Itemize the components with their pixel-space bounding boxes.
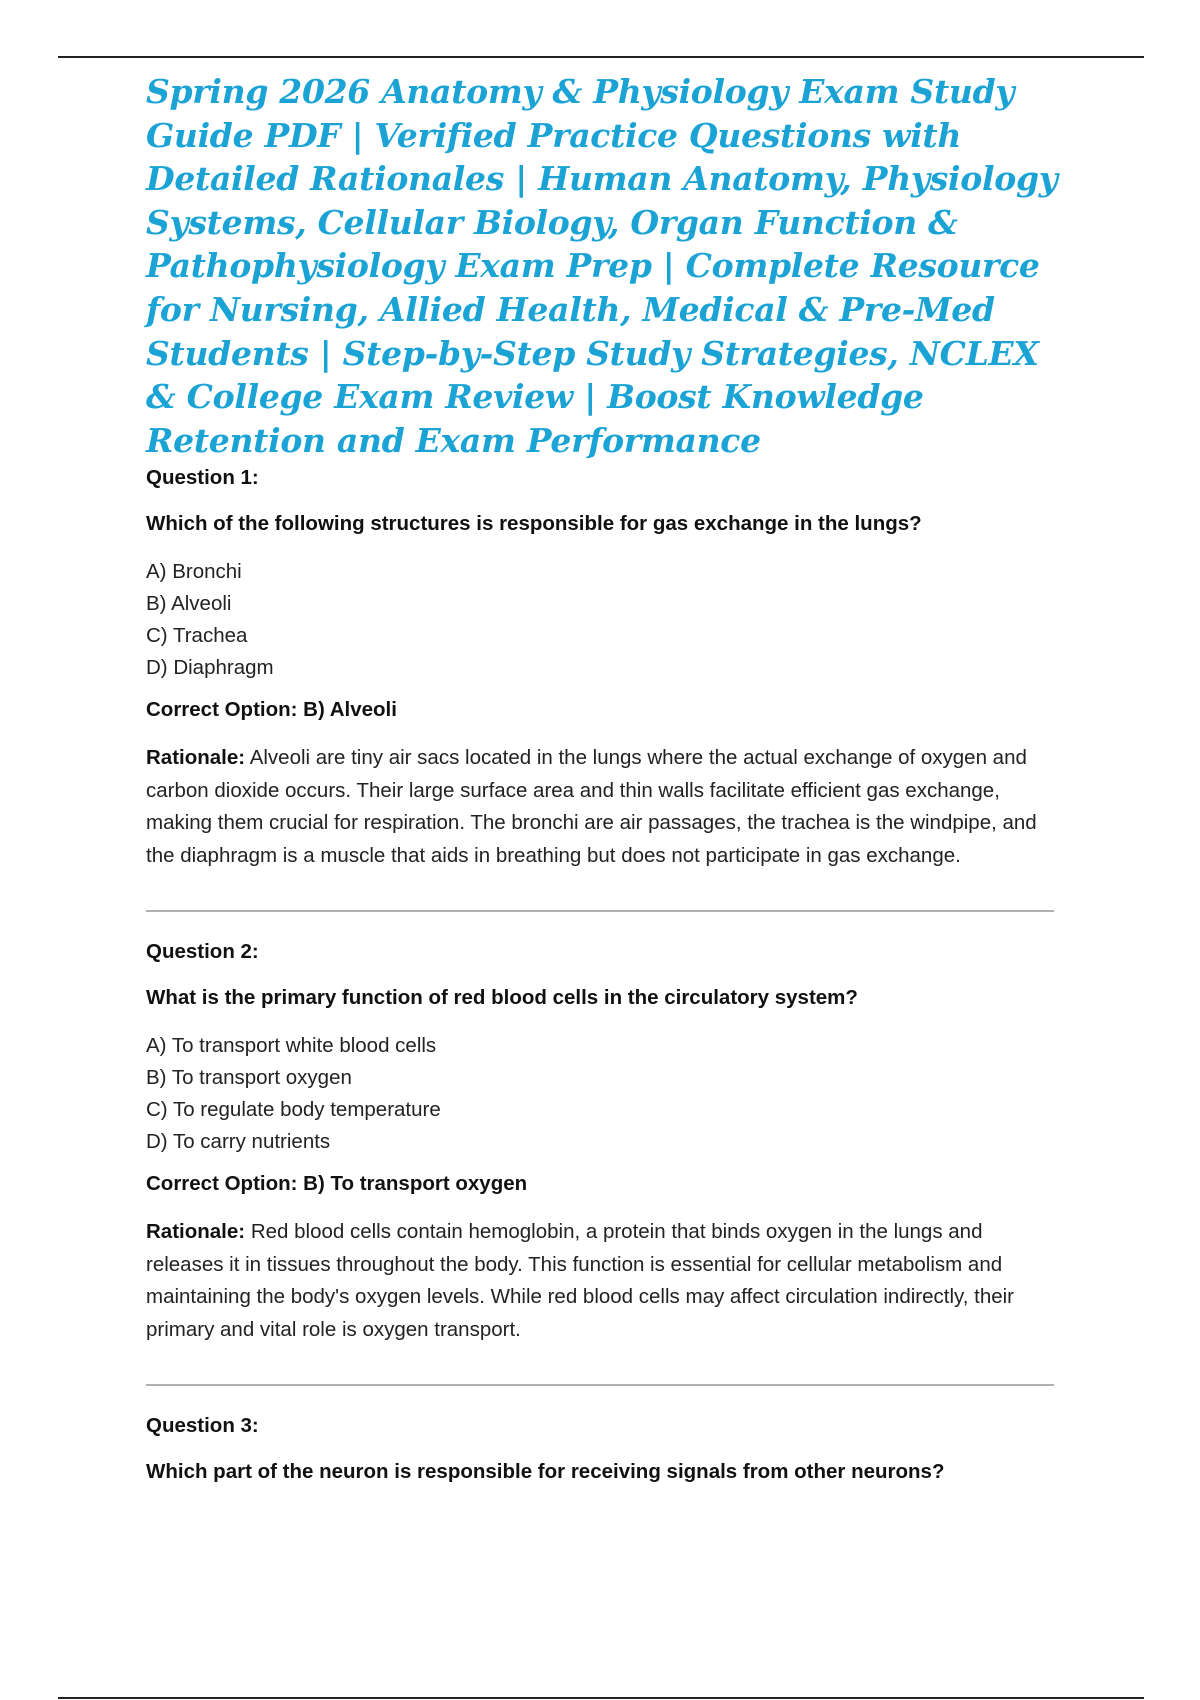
correct-option: Correct Option: B) Alveoli bbox=[146, 698, 397, 722]
option-c: C) Trachea bbox=[146, 624, 248, 648]
rationale-label: Rationale: bbox=[146, 1220, 246, 1244]
option-d: D) Diaphragm bbox=[146, 656, 274, 680]
option-a: A) Bronchi bbox=[146, 560, 242, 584]
option-b: B) Alveoli bbox=[146, 592, 232, 616]
top-rule bbox=[58, 56, 1144, 58]
question-text: What is the primary function of red blood cells in the circulatory system? bbox=[146, 986, 858, 1010]
rationale bbox=[146, 1216, 1054, 1346]
document-content bbox=[146, 70, 1066, 1486]
correct-option: Correct Option: B) To transport oxygen bbox=[146, 1172, 528, 1196]
question-text: Which of the following structures is responsible for gas exchange in the lungs? bbox=[146, 512, 922, 536]
rationale-text: Red blood cells contain hemoglobin, a protein that binds oxygen in the lungs and releases it in tissues throughout the body. This function is essential for cellular metabolism and maintaining the body's oxygen levels. While red blood cells may affect circulation indirectly, their primary and vital role is oxygen transport. bbox=[146, 1220, 1014, 1341]
options-list bbox=[146, 556, 1054, 684]
option-b: B) To transport oxygen bbox=[146, 1066, 352, 1090]
option-a: A) To transport white blood cells bbox=[146, 1034, 437, 1058]
divider bbox=[146, 1384, 1054, 1386]
question-text: Which part of the neuron is responsible for receiving signals from other neurons? bbox=[146, 1460, 945, 1484]
question-2 bbox=[146, 938, 1054, 1346]
question-label: Question 1: bbox=[146, 466, 259, 490]
question-label: Question 2: bbox=[146, 940, 259, 964]
divider bbox=[146, 910, 1054, 912]
rationale bbox=[146, 742, 1054, 872]
rationale-text: Alveoli are tiny air sacs located in the lungs where the actual exchange of oxygen and carbon dioxide occurs. Their large surface area and thin walls facilitate efficient gas exchange, making them crucial for respiration. The bronchi are air passages, the trachea is the windpipe, and the diaphragm is a muscle that aids in breathing but does not participate in gas exchange. bbox=[146, 746, 1037, 867]
question-label: Question 3: bbox=[146, 1414, 259, 1438]
options-list bbox=[146, 1030, 1054, 1158]
option-d: D) To carry nutrients bbox=[146, 1130, 331, 1154]
question-1 bbox=[146, 464, 1054, 872]
question-3 bbox=[146, 1412, 1054, 1486]
document-title: Spring 2026 Anatomy & Physiology Exam Study Guide PDF | Verified Practice Questions with Detailed Rationales | Human Anatomy, Physiology Systems, Cellular Biology, Organ Function & Pathophysiology Exam Prep | Complete Resource for Nursing, Allied Health, Medical & Pre-Med Students | Step-by-Step Study Strategies, NCLEX & College Exam Review | Boost Knowledge Retention and Exam Performance bbox=[146, 72, 1058, 460]
bottom-rule bbox=[58, 1697, 1144, 1699]
option-c: C) To regulate body temperature bbox=[146, 1098, 441, 1122]
rationale-label: Rationale: bbox=[146, 746, 246, 770]
